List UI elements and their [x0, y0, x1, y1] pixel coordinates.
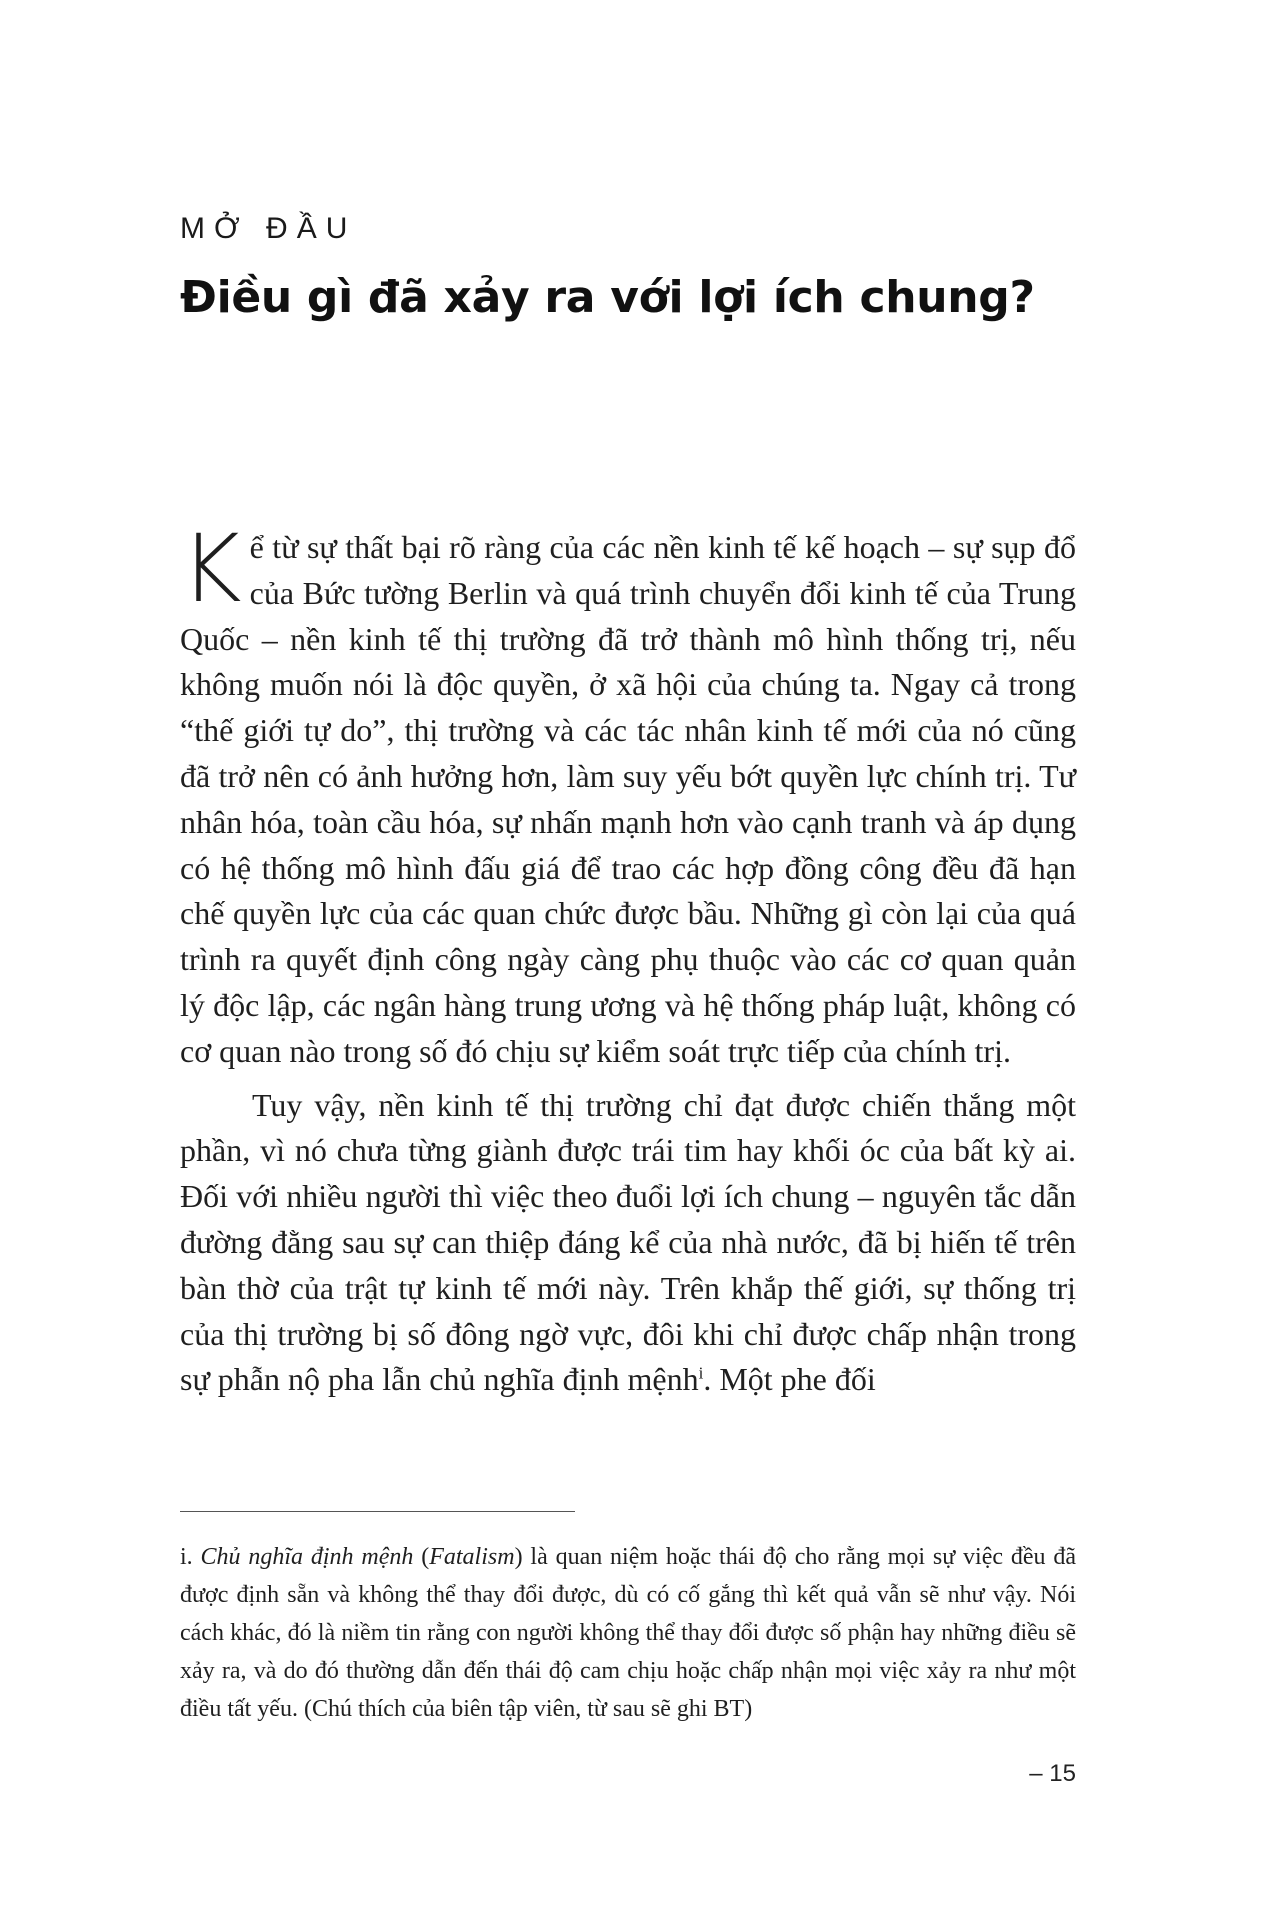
footnote-marker: i	[698, 1363, 704, 1383]
paragraph-2	[180, 1083, 1076, 1404]
footnote-divider	[180, 1511, 575, 1512]
page-number: – 15	[1029, 1760, 1076, 1787]
footnote-text: là quan niệm hoặc thái độ cho rằng mọi sự việc đều đã được định sẵn và không thể thay đổi được, dù có cố gắng thì kết quả vẫn sẽ như vậy. Nói cách khác, đó là niềm tin rằng con người không thể thay đổi được số phận hay những điều sẽ xảy ra, và do đó thường dẫn đến thái độ cam chịu hoặc chấp nhận mọi việc xảy ra như một điều tất yếu. (Chú thích của biên tập viên, từ sau sẽ ghi BT)	[180, 1544, 1077, 1722]
chapter-title: Điều gì đã xảy ra với lợi ích chung?	[180, 272, 1035, 323]
footnote-paren-open: (	[413, 1544, 430, 1570]
paragraph-2-end: . Một phe đối	[703, 1361, 876, 1398]
footnote-term: Chủ nghĩa định mệnh	[200, 1544, 414, 1570]
footnote-term-en: Fatalism	[429, 1544, 515, 1570]
paragraph-1-text: ể từ sự thất bại rõ ràng của các nền kinh tế kế hoạch – sự sụp đổ của Bức tường Berlin và quá trình chuyển đổi kinh tế của Trung Quốc – nền kinh tế thị trường đã trở thành mô hình thống trị, nếu không muốn nói là độc quyền, ở xã hội của chúng ta. Ngay cả trong “thế giới tự do”, thị trường và các tác nhân kinh tế mới của nó cũng đã trở nên có ảnh hưởng hơn, làm suy yếu bớt quyền lực chính trị. Tư nhân hóa, toàn cầu hóa, sự nhấn mạnh hơn vào cạnh tranh và áp dụng có hệ thống mô hình đấu giá để trao các hợp đồng công đều đã hạn chế quyền lực của các quan chức được bầu. Những gì còn lại của quá trình ra quyết định công ngày càng phụ thuộc vào các cơ quan quản lý độc lập, các ngân hàng trung ương và hệ thống pháp luật, không có cơ quan nào trong số đó chịu sự kiểm soát trực tiếp của chính trị.	[180, 529, 1076, 1069]
paragraph-2-text: Tuy vậy, nền kinh tế thị trường chỉ đạt được chiến thắng một phần, vì nó chưa từng giành được trái tim hay khối óc của bất kỳ ai. Đối với nhiều người thì việc theo đuổi lợi ích chung – nguyên tắc dẫn đường đằng sau sự can thiệp đáng kể của nhà nước, đã bị hiến tế trên bàn thờ của trật tự kinh tế mới này. Trên khắp thế giới, sự thống trị của thị trường bị số đông ngờ vực, đôi khi chỉ được chấp nhận trong sự phẫn nộ pha lẫn chủ nghĩa định mệnh	[180, 1086, 1076, 1398]
paragraph-1	[180, 515, 1076, 1075]
footnote	[180, 1538, 1076, 1728]
footnote-label: i.	[180, 1544, 201, 1570]
body-text	[180, 515, 1076, 1403]
drop-cap: K	[180, 515, 242, 624]
footnote-paren-close: )	[514, 1544, 523, 1570]
chapter-kicker: MỞ ĐẦU	[180, 212, 357, 245]
